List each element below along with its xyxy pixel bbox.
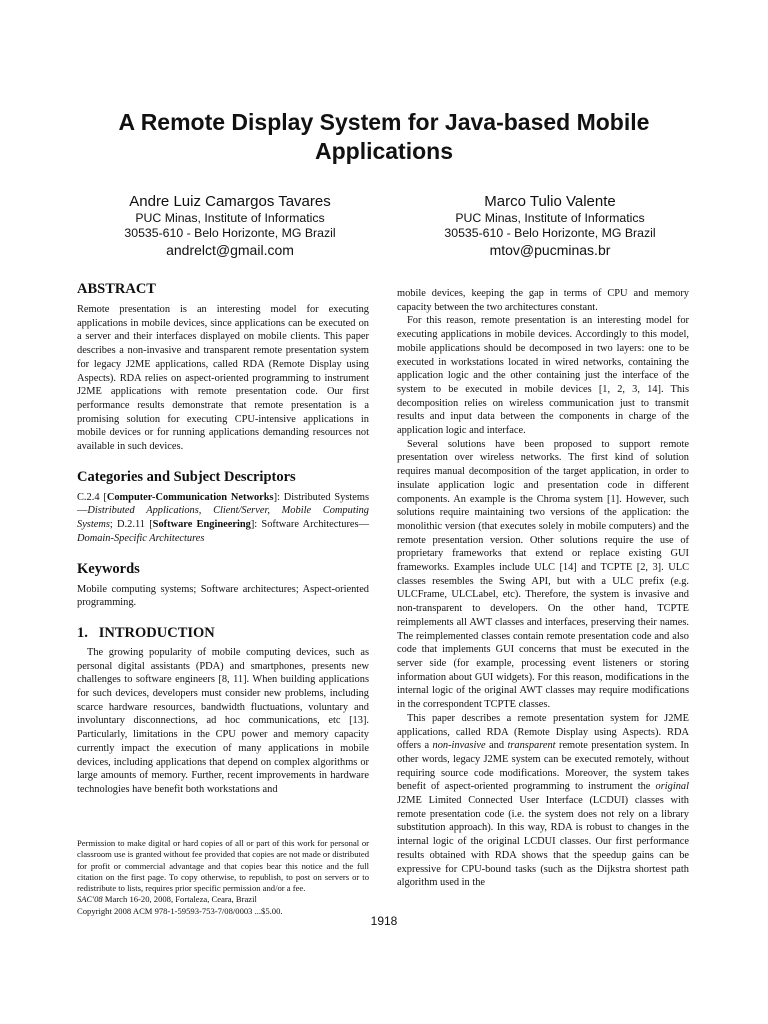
categories-heading: Categories and Subject Descriptors [77, 468, 296, 485]
abstract-text: Remote presentation is an interesting model for executing applications in mobile devices, since applications can be executed on a server and their interfaces displayed on mobile clients. This paper describes a non-invasive and transparent remote presentation system for legacy J2ME applications, called RDA (Remote Display using Aspects). RDA relies on aspect-oriented programming to instrument J2ME applications with remote presentation code. Our first performance results demonstrate that remote presentation is a promising solution for executing CPU-intensive applications in mobile devices or for running applications demanding resources not available in such devices. [77, 304, 369, 453]
author-address: 30535-610 - Belo Horizonte, MG Brazil [124, 226, 336, 240]
categories-text: C.2.4 [Computer-Communication Networks]: Distributed Systems—Distributed Applications, Client/Server, Mobile Computing Systems; D.2.11 [Software Engineering]: Software Architectures—Domain-Specific Architectures [77, 491, 370, 544]
venue-line: SAC'08 March 16-20, 2008, Fortaleza, Ceara, Brazil [77, 894, 257, 905]
right-column [397, 287, 689, 890]
paper-title: A Remote Display System for Java-based Mobile Applications [118, 109, 650, 164]
author-affiliation: PUC Minas, Institute of Informatics [135, 211, 325, 225]
permission-text: Permission to make digital or hard copies of all or part of this work for personal or classroom use is granted without fee provided that copies are not made or distributed for profit or commercial advantage and that copies bear this notice and the full citation on the first page. To copy otherwise, to republish, to post on servers or to redistribute to lists, requires prior specific permission and/or a fee. [77, 838, 369, 894]
keywords-text: Mobile computing systems; Software architectures; Aspect-oriented programming. [77, 583, 369, 609]
copyright-footnote [77, 838, 369, 917]
author-name: Marco Tulio Valente [484, 193, 616, 210]
intro-paragraph-2: For this reason, remote presentation is an interesting model for executing applications in mobile devices. Accordingly to this model, mobile applications should be decomposed in two layers: one to be executed in workstations located in wired networks, containing the application logic and the other containing just the interface of the system to be executed in mobile devices [1, 2, 3, 14]. This decomposition relies on wireless communication just to transmit results and input data between the components in charge of the application logic and interface. [397, 315, 689, 437]
author-email: andrelct@gmail.com [166, 242, 294, 258]
intro-paragraph-4: This paper describes a remote presentation system for J2ME applications, called RDA (Remote Display using Aspects). RDA offers a non-invasive and transparent remote presentation system. In other words, legacy J2ME system can be executed remotely, without requiring source code modifications. Moreover, the system takes benefit of aspect-oriented programming to instrument the original J2ME Limited Connected User Interface (LCDUI) classes with remote presentation code (i.e. the system does not rely on a library substitution approach). In this way, RDA is robust to changes in the internal logic of the original LCDUI classes. Our first performance results obtained with RDA shows that the speedup gains can be expressive for CPU-bound tasks (such as the Dijkstra shortest path algorithm used in the [397, 712, 689, 889]
author-affiliation: PUC Minas, Institute of Informatics [455, 211, 645, 225]
author-address: 30535-610 - Belo Horizonte, MG Brazil [444, 226, 656, 240]
intro-paragraph-3: Several solutions have been proposed to support remote presentation over wireless networks. The first kind of solution requires manual decomposition of the target application, in order to insulate application logic and presentation code in different components. An example is the Chroma system [1]. However, such solutions require maintaining two versions of the application: the monolithic version (that executes solely in mobile computers) and the remote presentation version. Other solutions require the use of proprietary frameworks that extend or replace existing GUI frameworks. Examples include ULC [14] and TCPTE [2, 3]. ULC classes resembles the Swing API, but with a ULC prefix (e.g. ULCFrame, ULCLabel, etc). Therefore, the system is invasive and non-transparent to developers. On the other hand, TCPTE reimplements all AWT classes and interfaces, preserving their names. The reimplemented classes contain remote presentation code and also code that implements GUI concerns that must be executed in the server side (for example, processing event listeners or storing information about GUI widgets). For this reason, modifications in the internal logic of the original AWT classes may require modifications in the correspondent TCPTE classes. [397, 438, 689, 711]
author-name: Andre Luiz Camargos Tavares [129, 193, 331, 210]
abstract-heading: ABSTRACT [77, 281, 156, 297]
page-number: 1918 [370, 914, 398, 928]
author-block-2 [400, 193, 700, 259]
author-email: mtov@pucminas.br [489, 242, 611, 258]
intro-paragraph-1: The growing popularity of mobile computing devices, such as personal digital assistants (PDA) and smartphones, presents new challenges to software engineers [8, 11]. When building applications for such devices, developers must consider new problems, including scarce hardware resources, bandwidth fluctuations, voluntary and involuntary disconnections, ad hoc communications, etc [13]. Particularly, limitations in the CPU power and memory capacity currently impact the execution of many applications in mobile devices, including applications that depend on complex algorithms or large amounts of memory. Further, recent improvements in hardware technologies have benefit both workstations and [77, 646, 369, 795]
copyright-line: Copyright 2008 ACM 978-1-59593-753-7/08/0003 ...$5.00. [77, 905, 283, 916]
intro-paragraph-1-cont: mobile devices, keeping the gap in terms of CPU and memory capacity between the two architectures constant. [397, 288, 689, 313]
author-block-1 [80, 193, 380, 259]
keywords-heading: Keywords [77, 560, 140, 577]
left-column [77, 280, 369, 797]
introduction-heading: 1. INTRODUCTION [77, 624, 215, 641]
